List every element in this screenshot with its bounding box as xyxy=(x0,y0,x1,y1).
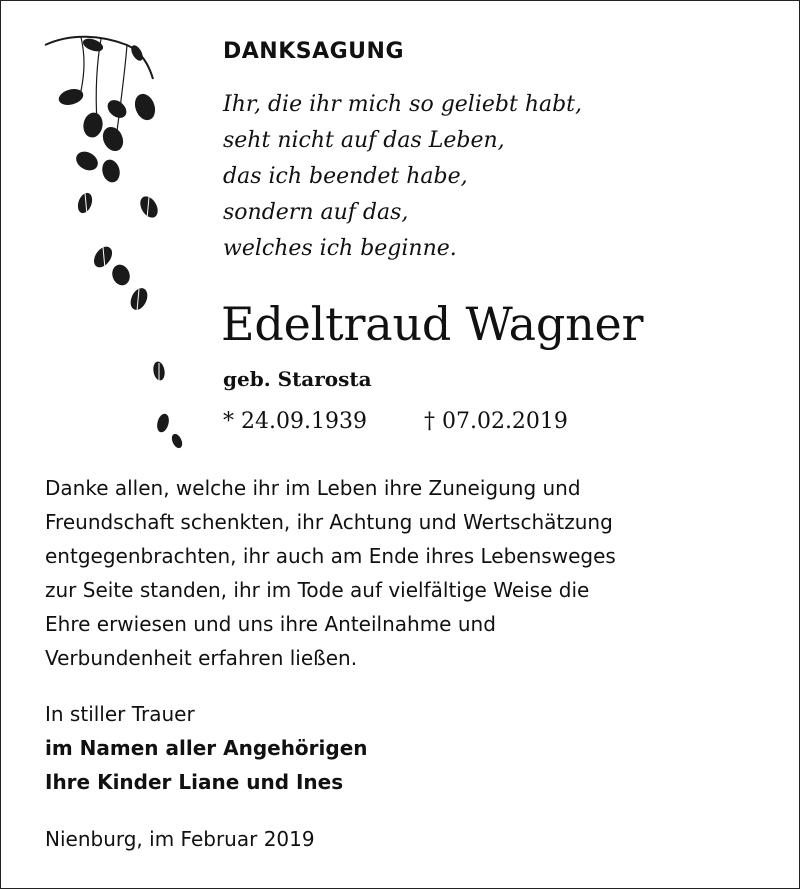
deceased-name: Edeltraud Wagner xyxy=(221,297,644,351)
poem xyxy=(223,87,582,267)
life-dates xyxy=(223,409,568,434)
closing xyxy=(45,697,368,799)
death-date: † 07.02.2019 xyxy=(423,409,568,434)
thanks-line: Freundschaft schenkten, ihr Achtung und Wertschätzung xyxy=(45,510,613,534)
closing-line: Ihre Kinder Liane und Ines xyxy=(45,770,344,794)
thanks-line: zur Seite standen, ihr im Tode auf vielfältige Weise die xyxy=(45,578,590,602)
poem-line: welches ich beginne. xyxy=(223,236,457,261)
poem-line: Ihr, die ihr mich so geliebt habt, xyxy=(223,92,583,117)
birth-date: * 24.09.1939 xyxy=(223,409,367,434)
place-date: Nienburg, im Februar 2019 xyxy=(45,827,315,851)
thanks-line: entgegenbrachten, ihr auch am Ende ihres Lebensweges xyxy=(45,544,616,568)
maiden-name: geb. Starosta xyxy=(223,367,372,391)
falling-leaves-icon xyxy=(41,31,201,461)
thanks-text xyxy=(45,471,616,675)
thanks-line: Danke allen, welche ihr im Leben ihre Zuneigung und xyxy=(45,476,581,500)
poem-line: sondern auf das, xyxy=(223,200,409,225)
heading: DANKSAGUNG xyxy=(223,39,405,64)
poem-line: seht nicht auf das Leben, xyxy=(223,128,505,153)
closing-intro: In stiller Trauer xyxy=(45,702,195,726)
thanks-line: Verbundenheit erfahren ließen. xyxy=(45,646,358,670)
thanks-line: Ehre erwiesen und uns ihre Anteilnahme und xyxy=(45,612,496,636)
closing-line: im Namen aller Angehörigen xyxy=(45,736,368,760)
poem-line: das ich beendet habe, xyxy=(223,164,468,189)
